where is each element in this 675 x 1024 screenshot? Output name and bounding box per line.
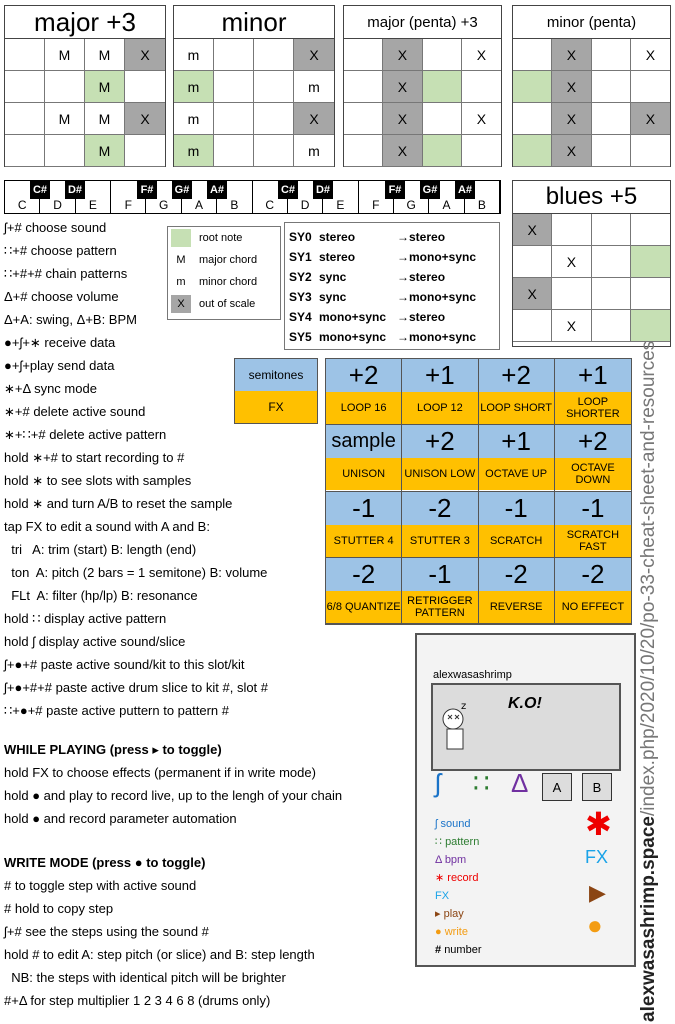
sync-modes-table: SY0 stereo → stereo SY1 stereo → mono+sync SY2 sync → stereo SY3 sync → mono+sync SY4 mono+sync → stereo SY5 mono+sync → mono+sync: [284, 222, 500, 350]
fx-cell: +1 OCTAVE UP: [479, 425, 555, 491]
instructions-list: ʃ+# choose sound ∷+# choose pattern ∷+#+# chain patterns Δ+# choose volume Δ+A: swing, Δ+B: BPM ●+ʃ+∗ receive data ●+ʃ+play send data ∗+Δ sync mode ∗+# delete active sound ∗+∷+# delete active pattern hold ∗+# to start recording to # hold ∗ to see slots with samples hold ∗ and turn A/B to reset the sample tap FX to edit a sound with A and B: tri A: trim (start) B: length (end) ton A: pitch (2 bars = 1 semitone) B: volume FLt A: filter (hp/lp) B: resonance hold ∷ display active pattern hold ʃ display active sound/slice ʃ+●+# paste active sound/kit to this slot/kit ʃ+●+#+# paste active drum slice to kit #, slot # ∷+●+# paste active puttern to pattern #: [4, 220, 269, 718]
white-key: D: [40, 181, 75, 213]
scale-grid: X X X X X X: [513, 39, 670, 167]
record-icon: ✱: [585, 806, 612, 842]
scale-title: minor: [174, 6, 334, 39]
white-key: A: [429, 181, 464, 213]
fx-cell: -2 STUTTER 3: [402, 492, 478, 558]
white-key: E: [323, 181, 358, 213]
scale-major3: [4, 5, 166, 167]
while-playing-section: WHILE PLAYING (press ▸ to toggle) hold FX to choose effects (permanent if in write mode) hold ● and play to record live, up to the lengh of your chain hold ● and record parameter automation: [4, 738, 342, 830]
character-icon: [439, 699, 479, 759]
white-key: F: [359, 181, 394, 213]
black-key: A#: [455, 181, 475, 199]
source-url: alexwasashrimp.space/index.php/2020/10/20/po-33-cheat-sheet-and-resources: [638, 340, 659, 1022]
fx-cell: +2 OCTAVE DOWN: [555, 425, 631, 491]
scale-title: major (penta) +3: [344, 6, 501, 39]
fx-cell: +1 LOOP SHORTER: [555, 359, 631, 425]
white-key: C: [5, 181, 40, 213]
black-key: G#: [172, 181, 192, 199]
black-key: D#: [313, 181, 333, 199]
scale-grid: M M X M M M X M: [5, 39, 165, 167]
white-key: A: [182, 181, 217, 213]
fx-cell: +1 LOOP 12: [402, 359, 478, 425]
fx-cell: +2 LOOP SHORT: [479, 359, 555, 425]
fx-cell: -2 6/8 QUANTIZE: [326, 558, 402, 624]
b-button: B: [582, 773, 612, 801]
white-key: E: [76, 181, 111, 213]
black-key: G#: [420, 181, 440, 199]
piano-keyboard: [4, 180, 501, 214]
device-name: alexwasashrimp: [433, 669, 512, 681]
screen-text: K.O!: [508, 695, 542, 712]
scale-title: major +3: [5, 6, 165, 39]
scale-minor-penta: [512, 5, 671, 167]
play-icon: ▶: [589, 880, 606, 905]
sound-icon: ʃ: [435, 768, 441, 798]
fx-cell: +2 UNISON LOW: [402, 425, 478, 491]
scale-grid: m X m m m X m m: [174, 39, 334, 167]
write-icon: ●: [587, 910, 603, 940]
scale-grid: X X X X: [513, 214, 670, 342]
pattern-icon: ∷: [473, 768, 490, 798]
fx-cell: +2 LOOP 16: [326, 359, 402, 425]
fx-cell: -2 NO EFFECT: [555, 558, 631, 624]
white-key: C: [253, 181, 288, 213]
black-key: D#: [65, 181, 85, 199]
scale-minor: [173, 5, 335, 167]
chord-legend: root note M major chord m minor chord X out of scale: [167, 226, 281, 320]
black-key: F#: [385, 181, 405, 199]
fx-cell: -1 SCRATCH: [479, 492, 555, 558]
white-key: B: [217, 181, 252, 213]
fx-cell: sample UNISON: [326, 425, 402, 491]
black-key: C#: [278, 181, 298, 199]
black-key: F#: [137, 181, 157, 199]
scale-grid: X X X X X X: [344, 39, 501, 167]
white-key: G: [394, 181, 429, 213]
black-key: A#: [207, 181, 227, 199]
fx-cell: -2 REVERSE: [479, 558, 555, 624]
section-title: WRITE MODE (press ● to toggle): [4, 855, 206, 870]
scale-title: blues +5: [513, 181, 670, 214]
bpm-icon: Δ: [511, 768, 529, 798]
scale-major-penta: [343, 5, 502, 167]
fx-key: semitones FX: [234, 358, 318, 424]
fx-cell: -1 SCRATCH FAST: [555, 492, 631, 558]
a-button: A: [542, 773, 572, 801]
fx-cell: -1 STUTTER 4: [326, 492, 402, 558]
write-mode-section: WRITE MODE (press ● to toggle) # to toggle step with active sound # hold to copy step ʃ+# see the steps using the sound # hold # to edit A: step pitch (or slice) and B: step length NB: the steps with identical pitch will be brighter #+Δ for step multiplier 1 2 3 4 6 8 (drums only): [4, 851, 315, 1012]
scale-title: minor (penta): [513, 6, 670, 39]
svg-text:z: z: [461, 701, 467, 712]
device-diagram: [415, 633, 636, 967]
fx-grid: [325, 358, 632, 625]
white-key: D: [288, 181, 323, 213]
device-screen: [431, 683, 621, 771]
white-key: B: [465, 181, 500, 213]
device-legend: ʃ sound ∷ pattern Δ bpm ∗ record FX ▸ play ● write # number: [435, 818, 482, 956]
white-key: G: [146, 181, 181, 213]
fx-icon: FX: [585, 847, 609, 867]
white-key: F: [111, 181, 146, 213]
fx-cell: -1 RETRIGGER PATTERN: [402, 558, 478, 624]
black-key: C#: [30, 181, 50, 199]
section-title: WHILE PLAYING (press ▸ to toggle): [4, 742, 222, 757]
